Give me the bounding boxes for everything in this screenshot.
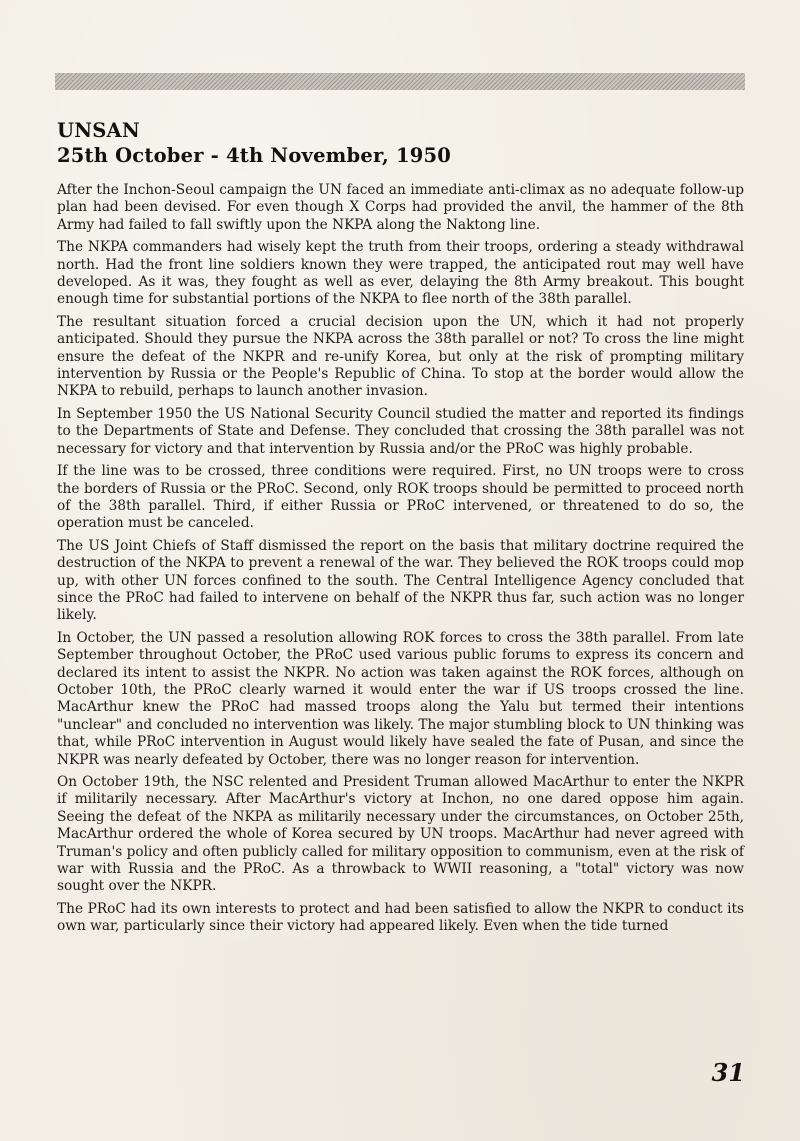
paragraph: The US Joint Chiefs of Staff dismissed the report on the basis that military doctrine required the destruction of the NKPA to prevent a renewal of the war. They believed the ROK troops could mop up, with other UN forces confined to the south. The Central Intelligence Agency concluded that since the PRoC had failed to intervene on behalf of the NKPR thus far, such action was no longer likely. bbox=[57, 537, 744, 624]
section-date-range: 25th October - 4th November, 1950 bbox=[57, 144, 452, 167]
header-rule-band bbox=[55, 73, 745, 90]
paragraph: If the line was to be crossed, three conditions were required. First, no UN troops were to cross the borders of Russia or the PRoC. Second, only ROK troops should be permitted to proceed north of the 38th parallel. Third, if either Russia or PRoC intervened, or threatened to do so, the operation must be canceled. bbox=[57, 463, 744, 532]
section-heading bbox=[57, 118, 747, 168]
paragraph: On October 19th, the NSC relented and President Truman allowed MacArthur to enter the NKPR if militarily necessary. After MacArthur's victory at Inchon, no one dared oppose him again. Seeing the defeat of the NKPA as militarily necessary under the circumstances, on October 25th, MacArthur ordered the whole of Korea secured by UN troops. MacArthur had never agreed with Truman's policy and often publicly called for military opposition to communism, even at the risk of war with Russia and the PRoC. As a throwback to WWII reasoning, a "total" victory was now sought over the NKPR. bbox=[57, 774, 744, 895]
paragraph: In October, the UN passed a resolution allowing ROK forces to cross the 38th parallel. From late September throughout October, the PRoC used various public forums to express its concern and declared its intent to assist the NKPR. No action was taken against the ROK forces, although on October 10th, the PRoC clearly warned it would enter the war if US troops crossed the line. MacArthur knew the PRoC had massed troops along the Yalu but termed their intentions "unclear" and concluded no intervention was likely. The major stumbling block to UN thinking was that, while PRoC intervention in August would likely have sealed the fate of Pusan, and since the NKPR was nearly defeated by October, there was no longer reason for intervention. bbox=[57, 629, 744, 768]
paragraph: The resultant situation forced a crucial decision upon the UN, which it had not properly anticipated. Should they pursue the NKPA across the 38th parallel or not? To cross the line might ensure the defeat of the NKPR and re-unify Korea, but only at the risk of prompting military intervention by Russia or the People's Republic of China. To stop at the border would allow the NKPA to rebuild, perhaps to launch another invasion. bbox=[57, 313, 744, 400]
body-text bbox=[57, 182, 744, 941]
section-title: UNSAN bbox=[57, 119, 140, 142]
paragraph: The NKPA commanders had wisely kept the truth from their troops, ordering a steady withdrawal north. Had the front line soldiers known they were trapped, the anticipated rout may well have developed. As it was, they fought as well as ever, delaying the 8th Army breakout. This bought enough time for substantial portions of the NKPA to flee north of the 38th parallel. bbox=[57, 239, 744, 308]
page-number: 31 bbox=[711, 1058, 745, 1087]
paragraph: In September 1950 the US National Security Council studied the matter and reported its findings to the Departments of State and Defense. They concluded that crossing the 38th parallel was not necessary for victory and that intervention by Russia and/or the PRoC was highly probable. bbox=[57, 405, 744, 457]
paragraph: The PRoC had its own interests to protect and had been satisfied to allow the NKPR to conduct its own war, particularly since their victory had appeared likely. Even when the tide turned bbox=[57, 900, 744, 935]
paragraph: After the Inchon-Seoul campaign the UN faced an immediate anti-climax as no adequate follow-up plan had been devised. For even though X Corps had provided the anvil, the hammer of the 8th Army had failed to fall swiftly upon the NKPA along the Naktong line. bbox=[57, 182, 744, 233]
